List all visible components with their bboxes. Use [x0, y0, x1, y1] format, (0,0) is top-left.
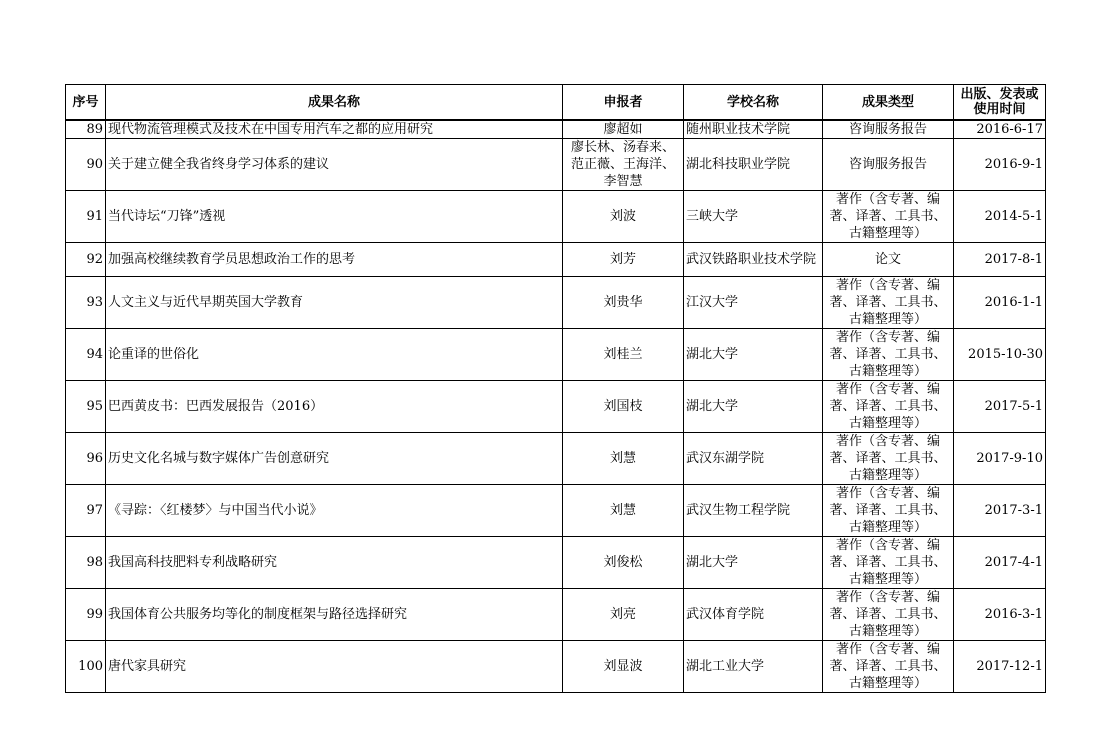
table-row	[66, 243, 1046, 277]
row-type: 著作（含专著、编著、译著、工具书、古籍整理等）	[823, 641, 954, 693]
table-row	[66, 641, 1046, 693]
row-title: 加强高校继续教育学员思想政治工作的思考	[106, 243, 563, 277]
row-date: 2016-1-1	[954, 277, 1046, 329]
row-index: 96	[66, 433, 106, 485]
table-row	[66, 139, 1046, 191]
table-row	[66, 381, 1046, 433]
row-school: 武汉东湖学院	[684, 433, 823, 485]
table-row	[66, 589, 1046, 641]
row-index: 90	[66, 139, 106, 191]
table-row	[66, 329, 1046, 381]
row-applicant: 刘国枝	[563, 381, 684, 433]
row-school: 湖北科技职业学院	[684, 139, 823, 191]
row-school: 湖北工业大学	[684, 641, 823, 693]
row-applicant: 廖超如	[563, 120, 684, 139]
table-row	[66, 485, 1046, 537]
row-title: 人文主义与近代早期英国大学教育	[106, 277, 563, 329]
row-applicant: 刘俊松	[563, 537, 684, 589]
row-index: 95	[66, 381, 106, 433]
row-applicant: 刘显波	[563, 641, 684, 693]
row-title: 《寻踪：〈红楼梦〉与中国当代小说》	[106, 485, 563, 537]
row-title: 关于建立健全我省终身学习体系的建议	[106, 139, 563, 191]
row-date: 2017-5-1	[954, 381, 1046, 433]
row-date: 2014-5-1	[954, 191, 1046, 243]
row-title: 我国高科技肥料专利战略研究	[106, 537, 563, 589]
row-applicant: 刘桂兰	[563, 329, 684, 381]
row-date: 2017-8-1	[954, 243, 1046, 277]
row-date: 2015-10-30	[954, 329, 1046, 381]
header-index: 序号	[66, 85, 106, 121]
row-date: 2017-4-1	[954, 537, 1046, 589]
row-school: 武汉生物工程学院	[684, 485, 823, 537]
row-title: 巴西黄皮书：巴西发展报告（2016）	[106, 381, 563, 433]
row-applicant: 刘芳	[563, 243, 684, 277]
row-date: 2017-9-10	[954, 433, 1046, 485]
row-school: 江汉大学	[684, 277, 823, 329]
row-applicant: 刘慧	[563, 433, 684, 485]
row-index: 94	[66, 329, 106, 381]
row-title: 我国体育公共服务均等化的制度框架与路径选择研究	[106, 589, 563, 641]
row-applicant: 刘亮	[563, 589, 684, 641]
table-row	[66, 537, 1046, 589]
header-title: 成果名称	[106, 85, 563, 121]
row-type: 著作（含专著、编著、译著、工具书、古籍整理等）	[823, 537, 954, 589]
row-school: 三峡大学	[684, 191, 823, 243]
row-type: 著作（含专著、编著、译著、工具书、古籍整理等）	[823, 329, 954, 381]
row-index: 89	[66, 120, 106, 139]
row-type: 咨询服务报告	[823, 139, 954, 191]
table-row	[66, 433, 1046, 485]
row-date: 2016-9-1	[954, 139, 1046, 191]
row-index: 100	[66, 641, 106, 693]
row-type: 著作（含专著、编著、译著、工具书、古籍整理等）	[823, 485, 954, 537]
row-school: 湖北大学	[684, 381, 823, 433]
row-title: 论重译的世俗化	[106, 329, 563, 381]
row-applicant: 刘贵华	[563, 277, 684, 329]
row-index: 91	[66, 191, 106, 243]
row-type: 著作（含专著、编著、译著、工具书、古籍整理等）	[823, 381, 954, 433]
table-row	[66, 191, 1046, 243]
row-date: 2016-6-17	[954, 120, 1046, 139]
row-title: 当代诗坛“刀锋”透视	[106, 191, 563, 243]
row-school: 武汉体育学院	[684, 589, 823, 641]
row-index: 93	[66, 277, 106, 329]
row-type: 著作（含专著、编著、译著、工具书、古籍整理等）	[823, 277, 954, 329]
header-date: 出版、发表或使用时间	[954, 85, 1046, 121]
row-index: 92	[66, 243, 106, 277]
row-title: 历史文化名城与数字媒体广告创意研究	[106, 433, 563, 485]
table-row	[66, 120, 1046, 139]
row-applicant: 刘慧	[563, 485, 684, 537]
row-title: 现代物流管理模式及技术在中国专用汽车之都的应用研究	[106, 120, 563, 139]
achievements-table	[65, 84, 1046, 693]
header-type: 成果类型	[823, 85, 954, 121]
row-school: 武汉铁路职业技术学院	[684, 243, 823, 277]
row-type: 论文	[823, 243, 954, 277]
row-date: 2016-3-1	[954, 589, 1046, 641]
table-row	[66, 277, 1046, 329]
row-index: 97	[66, 485, 106, 537]
row-date: 2017-3-1	[954, 485, 1046, 537]
table-body	[66, 120, 1046, 693]
row-school: 随州职业技术学院	[684, 120, 823, 139]
row-type: 著作（含专著、编著、译著、工具书、古籍整理等）	[823, 589, 954, 641]
row-applicant: 刘波	[563, 191, 684, 243]
row-school: 湖北大学	[684, 537, 823, 589]
header-applicant: 申报者	[563, 85, 684, 121]
row-type: 著作（含专著、编著、译著、工具书、古籍整理等）	[823, 433, 954, 485]
table-header-row	[66, 85, 1046, 121]
row-date: 2017-12-1	[954, 641, 1046, 693]
row-index: 99	[66, 589, 106, 641]
row-applicant: 廖长林、汤春来、范正薇、王海洋、李智慧	[563, 139, 684, 191]
header-school: 学校名称	[684, 85, 823, 121]
row-type: 咨询服务报告	[823, 120, 954, 139]
row-type: 著作（含专著、编著、译著、工具书、古籍整理等）	[823, 191, 954, 243]
row-school: 湖北大学	[684, 329, 823, 381]
row-index: 98	[66, 537, 106, 589]
row-title: 唐代家具研究	[106, 641, 563, 693]
